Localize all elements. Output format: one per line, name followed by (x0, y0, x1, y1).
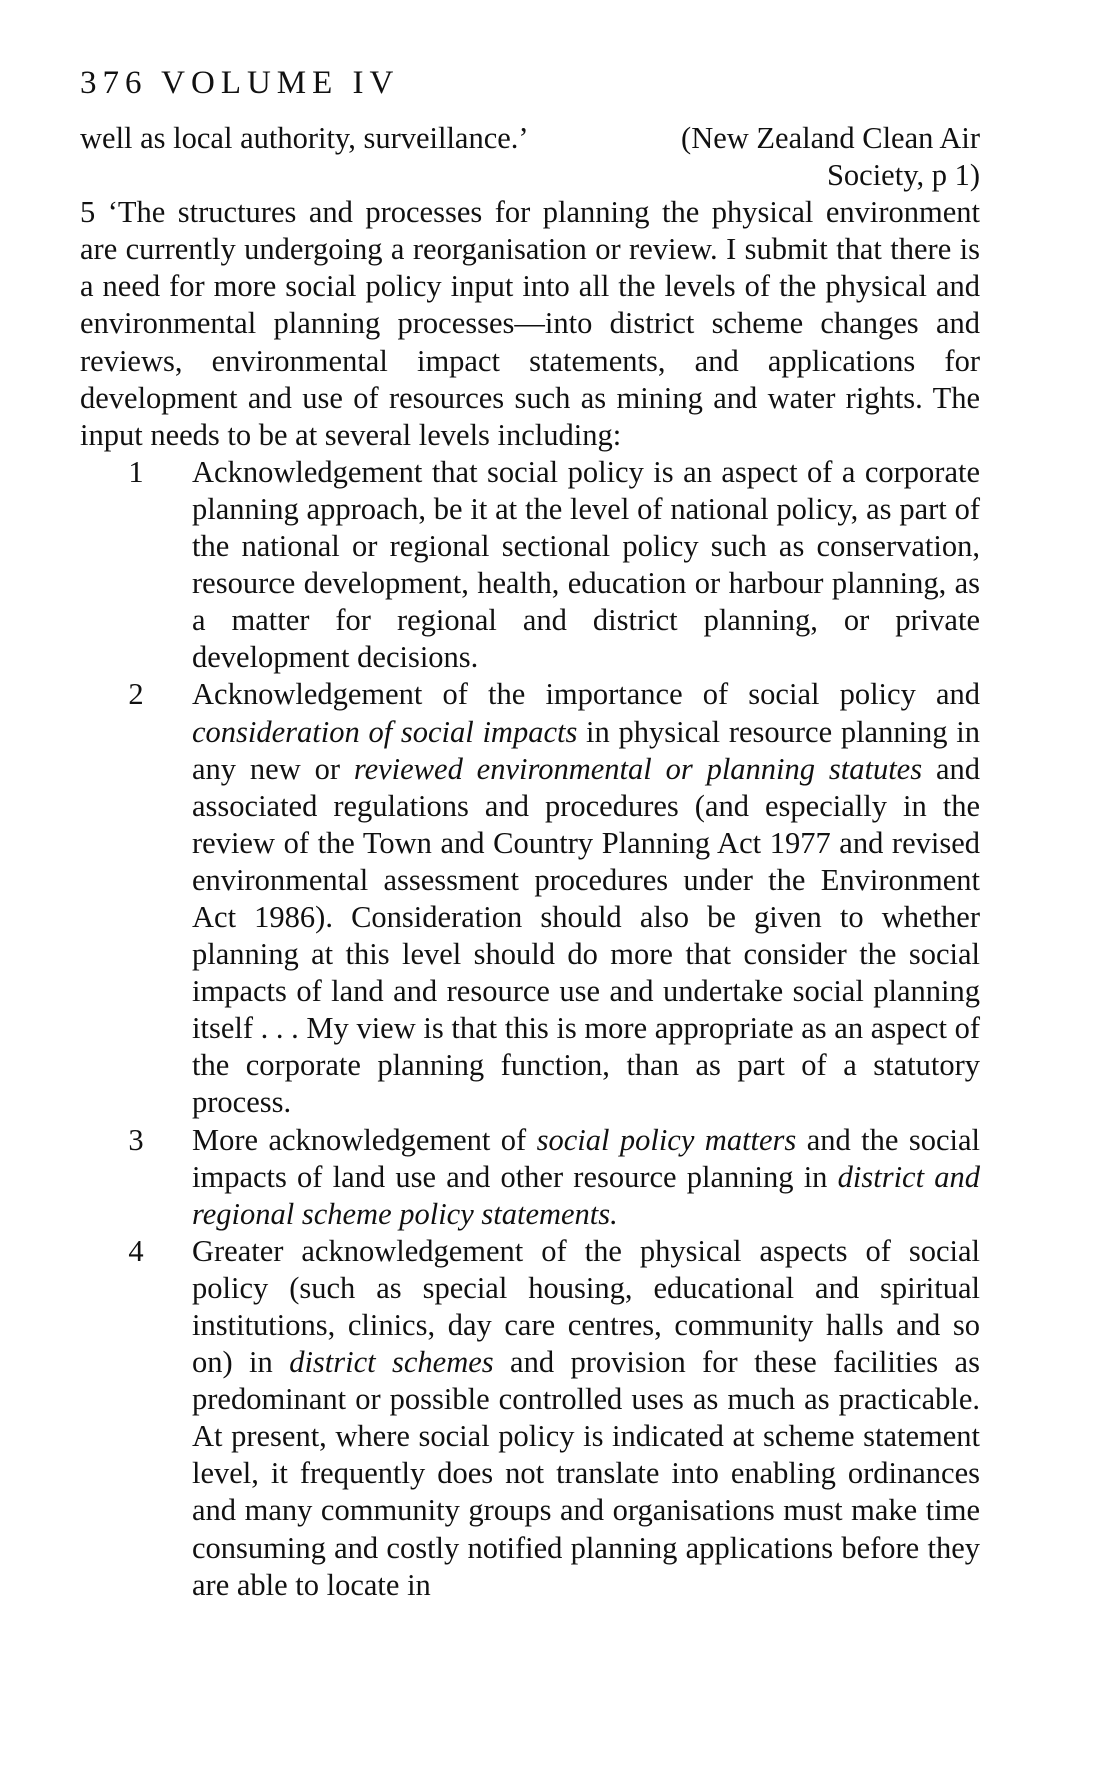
text-run: Greater acknowledgement of the physical aspects of social policy (such as special housing, educational and spiritual institutions, clinics, day care centres, community halls and so on) in (192, 1233, 980, 1380)
list-item (80, 676, 980, 1121)
italic-phrase: reviewed environmental or planning statutes (353, 751, 923, 786)
list-item-number: 3 (128, 1122, 144, 1157)
submission-intro: ‘The structures and processes for planning the physical environment are currently undergoing a reorganisation or review. I submit that there is a need for more social policy input into all the levels of the physical and environmental planning processes—into district scheme changes and reviews, environmental impact statements, and applications for development and use of resources such as mining and water rights. The input needs to be at several levels including: (80, 195, 981, 452)
list-item (80, 1233, 980, 1604)
list-item-number: 4 (128, 1233, 144, 1268)
list-item-number: 2 (128, 677, 144, 712)
text-run: and associated regulations and procedures (and especially in the review of the Town and Country Planning Act 1977 and revised environmental assessment procedures under the Environment Act 1986). Consideration should also be given to whether planning at this level should do more that consider the social impacts of land and resource use and undertake social planning itself . . . My view is that this is more appropriate as an aspect of the corporate planning function, than as part of a statutory process. (192, 751, 980, 1120)
submission-number: 5 (80, 195, 96, 230)
list-item-text (192, 1233, 980, 1604)
numbered-list (80, 454, 980, 1604)
text-run: More acknowledgement of (192, 1122, 537, 1157)
quote-ending-line (80, 120, 980, 157)
citation-part-1: (New Zealand Clean Air (681, 121, 980, 155)
text-run: Acknowledgement of the importance of social policy and (192, 677, 980, 712)
italic-phrase: consideration of social impacts (192, 714, 578, 749)
page-number: 376 (80, 65, 148, 101)
running-head (80, 64, 980, 102)
list-item-text (192, 1122, 980, 1233)
italic-phrase: social policy matters (536, 1122, 797, 1157)
italic-phrase: district schemes (289, 1345, 494, 1380)
text-run: and provision for these facilities as predominant or possible controlled uses as much as practicable. At present, where social policy is indicated at scheme statement level, it frequently does not translate into enabling ordinances and many community groups and organisations must make time consuming and costly notified planning applications before they are able to locate in (192, 1345, 980, 1602)
list-item-text (192, 676, 980, 1121)
citation-part-2: Society, p 1) (826, 158, 980, 193)
volume-label: VOLUME IV (161, 65, 400, 101)
list-item (80, 1122, 980, 1233)
text-run: and the social impacts of land use and other resource planning in (192, 1122, 980, 1194)
list-item (80, 454, 980, 677)
list-item-text (192, 454, 980, 677)
submission-paragraph (80, 194, 980, 454)
italic-phrase: district and regional scheme policy statements. (192, 1159, 981, 1231)
text-run: Acknowledgement that social policy is an aspect of a corporate planning approach, be it at the level of national policy, as part of the national or regional sectional policy such as conservation, resource development, health, education or harbour planning, as a matter for regional and district planning, or private development decisions. (192, 454, 980, 675)
text-run: in physical resource planning in any new or (192, 714, 980, 786)
list-item-number: 1 (128, 454, 144, 489)
quote-ending-text: well as local authority, surveillance.’ (80, 121, 529, 155)
book-page (80, 64, 980, 1604)
